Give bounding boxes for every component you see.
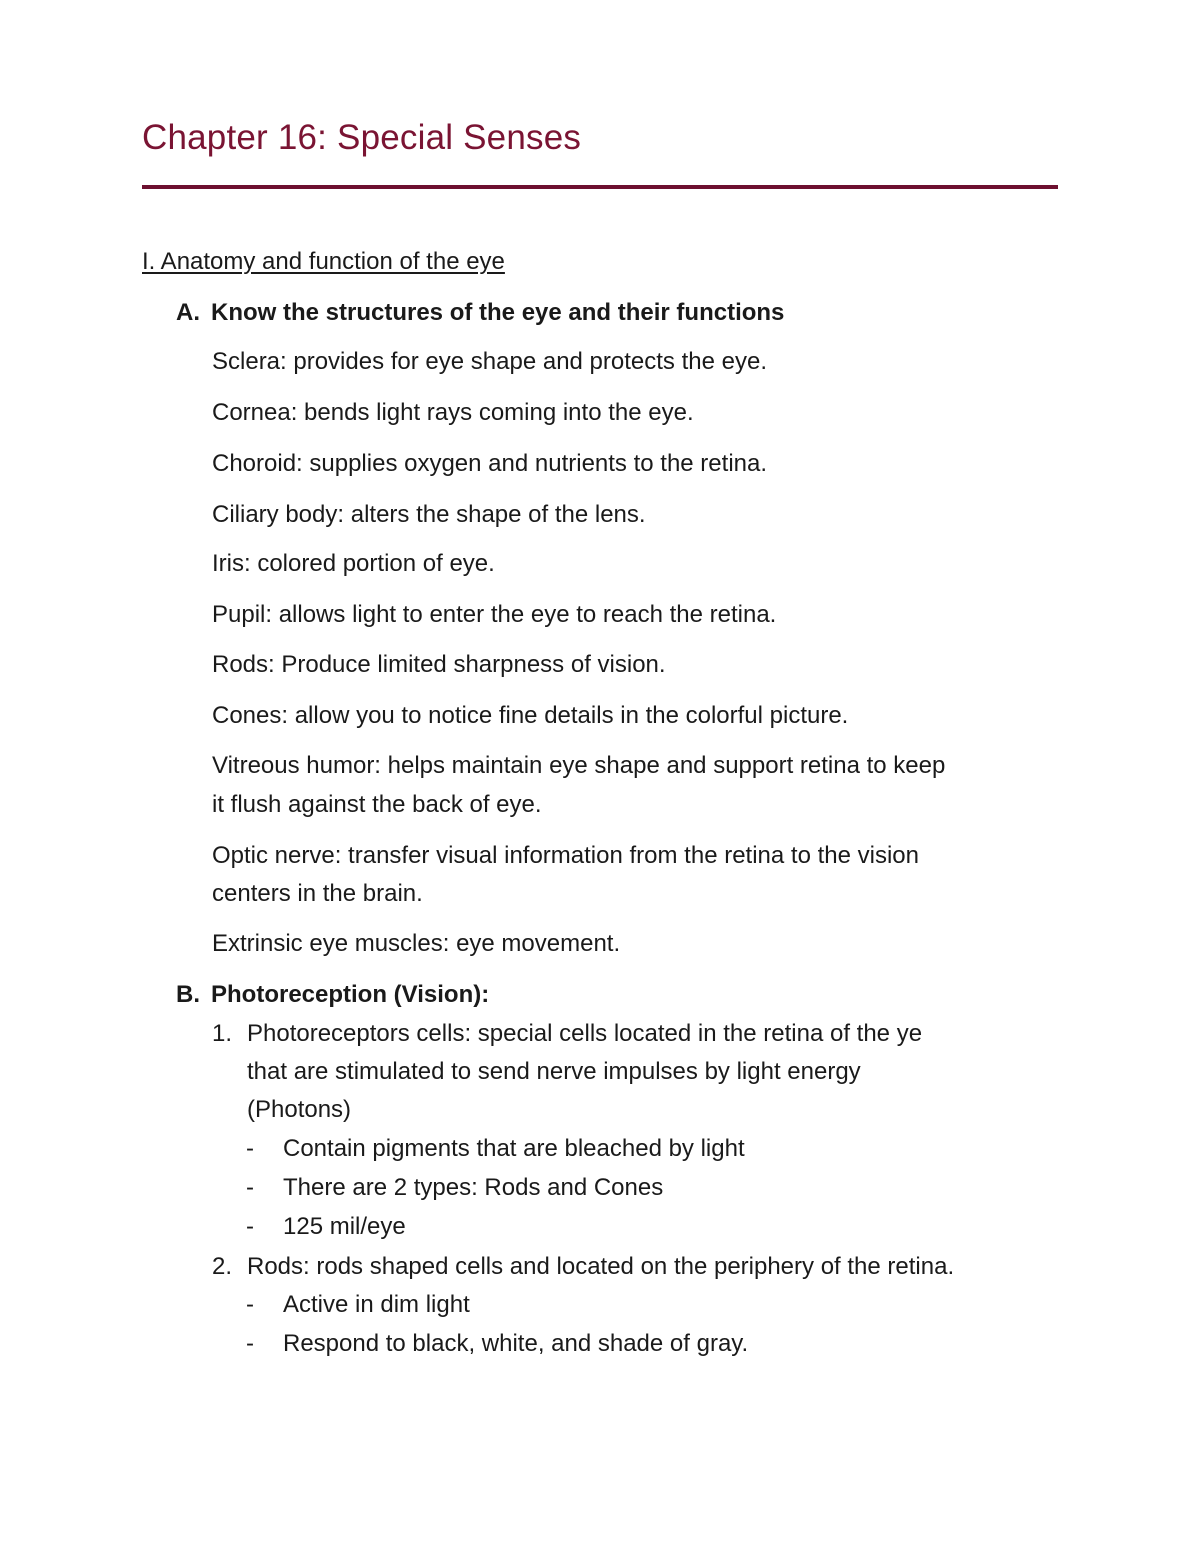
structure-line-rods: Rods: Produce limited sharpness of vision. bbox=[212, 651, 666, 678]
structure-line-sclera: Sclera: provides for eye shape and protects the eye. bbox=[212, 348, 767, 375]
subsection-b-heading bbox=[176, 976, 489, 1014]
item-1-line-3: (Photons) bbox=[247, 1096, 352, 1123]
numbered-item-1 bbox=[212, 1015, 922, 1053]
bullet-marker: - bbox=[246, 1213, 254, 1240]
structure-line-iris: Iris: colored portion of eye. bbox=[212, 550, 495, 577]
bullet-item bbox=[246, 1208, 406, 1246]
item-1-number: 1. bbox=[212, 1020, 233, 1047]
bullet-text: Contain pigments that are bleached by light bbox=[283, 1135, 745, 1162]
bullet-item bbox=[246, 1130, 745, 1168]
bullet-text: 125 mil/eye bbox=[283, 1213, 406, 1240]
bullet-item bbox=[246, 1169, 663, 1207]
structure-line-optic-nerve-cont: centers in the brain. bbox=[212, 880, 423, 907]
bullet-text: There are 2 types: Rods and Cones bbox=[283, 1174, 664, 1201]
numbered-item-2 bbox=[212, 1248, 954, 1286]
bullet-marker: - bbox=[246, 1135, 254, 1162]
structure-line-vitreous-humor: Vitreous humor: helps maintain eye shape and support retina to keep bbox=[212, 752, 946, 779]
item-1-line-2: that are stimulated to send nerve impulses by light energy bbox=[247, 1058, 861, 1085]
item-2-line-1: Rods: rods shaped cells and located on the periphery of the retina. bbox=[247, 1253, 955, 1280]
bullet-marker: - bbox=[246, 1330, 254, 1357]
structure-line-optic-nerve: Optic nerve: transfer visual information from the retina to the vision bbox=[212, 842, 919, 869]
section-heading: I. Anatomy and function of the eye bbox=[142, 248, 505, 275]
structure-line-extrinsic-muscles: Extrinsic eye muscles: eye movement. bbox=[212, 930, 621, 957]
subsection-b-letter: B. bbox=[176, 981, 200, 1008]
bullet-item bbox=[246, 1325, 748, 1363]
structure-line-choroid: Choroid: supplies oxygen and nutrients to the retina. bbox=[212, 450, 768, 477]
subsection-a-title: Know the structures of the eye and their functions bbox=[211, 299, 785, 326]
bullet-marker: - bbox=[246, 1291, 254, 1318]
subsection-a-heading bbox=[176, 294, 784, 332]
structure-line-pupil: Pupil: allows light to enter the eye to reach the retina. bbox=[212, 601, 777, 628]
structure-line-cones: Cones: allow you to notice fine details in the colorful picture. bbox=[212, 702, 849, 729]
bullet-item bbox=[246, 1286, 470, 1324]
structure-line-ciliary-body: Ciliary body: alters the shape of the lens. bbox=[212, 501, 646, 528]
bullet-text: Active in dim light bbox=[283, 1291, 470, 1318]
bullet-marker: - bbox=[246, 1174, 254, 1201]
subsection-b-title: Photoreception (Vision): bbox=[211, 981, 490, 1008]
item-1-line-1: Photoreceptors cells: special cells located in the retina of the ye bbox=[247, 1020, 923, 1047]
structure-line-cornea: Cornea: bends light rays coming into the eye. bbox=[212, 399, 694, 426]
page-title: Chapter 16: Special Senses bbox=[142, 118, 582, 157]
bullet-text: Respond to black, white, and shade of gray. bbox=[283, 1330, 749, 1357]
subsection-a-letter: A. bbox=[176, 299, 200, 326]
title-divider bbox=[142, 185, 1058, 189]
structure-line-vitreous-humor-cont: it flush against the back of eye. bbox=[212, 791, 542, 818]
item-2-number: 2. bbox=[212, 1253, 233, 1280]
